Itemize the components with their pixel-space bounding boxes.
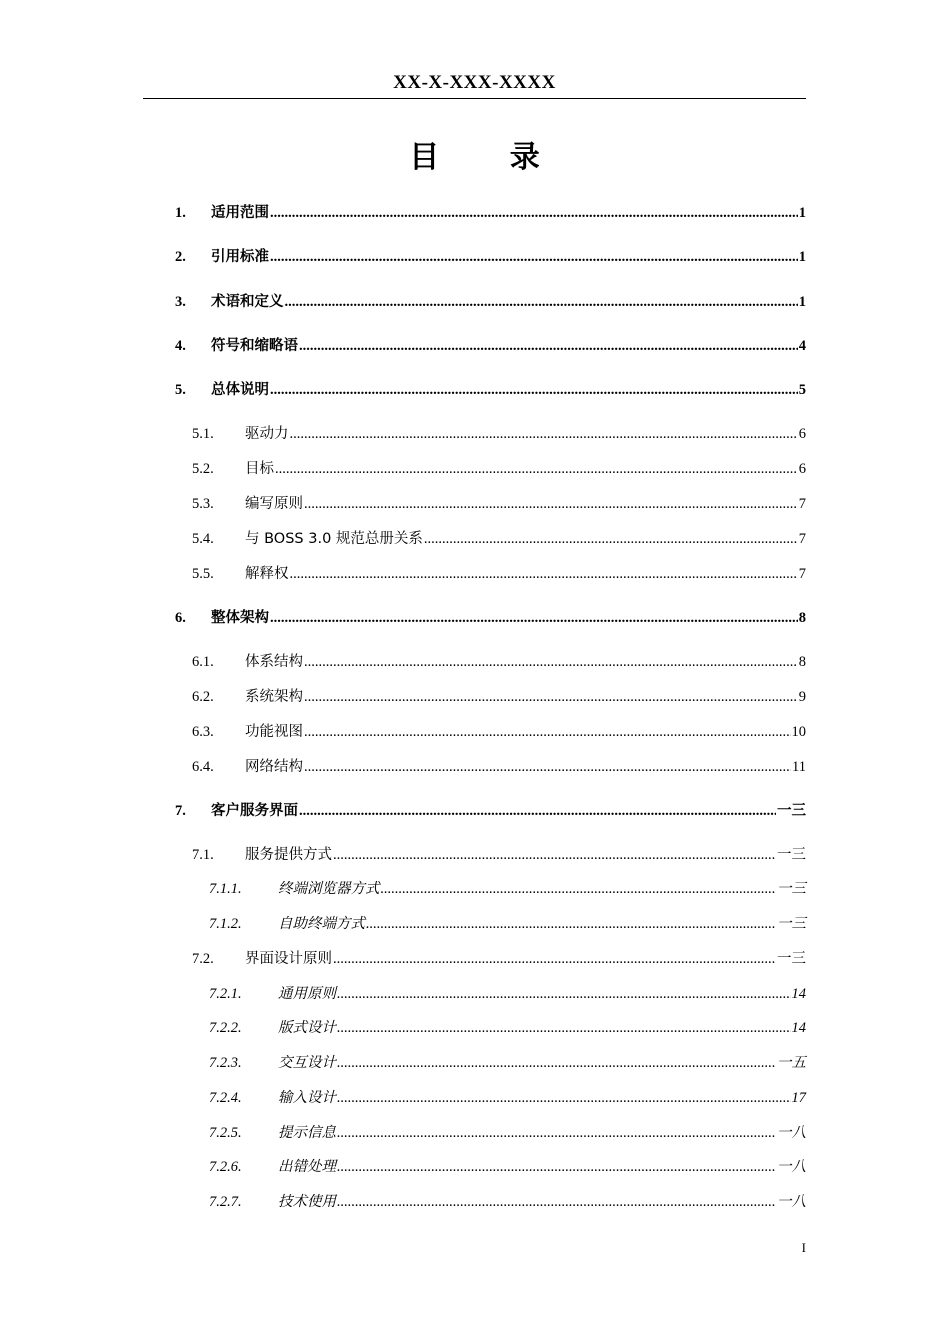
toc-entry[interactable] (192, 651, 806, 673)
toc-entry-number: 7.1.2. (209, 916, 242, 932)
toc-entry-label: 体系结构 (245, 654, 303, 670)
toc-entry-page: 一三 (777, 881, 806, 897)
toc-entry-label: 符号和缩略语 (211, 338, 298, 354)
toc-dot-leader (337, 1017, 791, 1039)
header-divider (143, 98, 806, 99)
toc-dot-leader (299, 800, 776, 822)
toc-entry[interactable] (175, 202, 806, 224)
toc-entry[interactable] (209, 878, 806, 900)
toc-entry[interactable] (175, 379, 806, 401)
toc-entry[interactable] (192, 756, 806, 778)
toc-entry-number: 6. (175, 610, 186, 626)
toc-entry-label: 服务提供方式 (245, 847, 332, 863)
toc-entry[interactable] (175, 291, 806, 313)
toc-entry-page: 8 (798, 610, 806, 626)
toc-entry[interactable] (192, 458, 806, 480)
toc-entry-label: 与 BOSS 3.0 规范总册关系 (245, 531, 423, 547)
toc-entry-page: 7 (798, 566, 806, 582)
toc-entry[interactable] (209, 1052, 806, 1074)
toc-entry-label: 交互设计 (278, 1055, 336, 1071)
toc-entry[interactable] (209, 1087, 806, 1109)
toc-entry-number: 7.2.1. (209, 986, 242, 1002)
toc-entry-page: 1 (798, 249, 806, 265)
toc-entry[interactable] (192, 493, 806, 515)
toc-dot-leader (381, 878, 777, 900)
toc-entry-number: 6.1. (192, 654, 214, 670)
footer-page-number: I (801, 1240, 806, 1255)
toc-entry-number: 7.2.7. (209, 1194, 242, 1210)
toc-entry-label: 术语和定义 (211, 294, 284, 310)
toc-dot-leader (304, 756, 791, 778)
toc-entry-number: 7.2. (192, 951, 214, 967)
toc-entry[interactable] (192, 528, 806, 550)
toc-dot-leader (304, 493, 798, 515)
toc-dot-leader (270, 246, 798, 268)
document-code-header: XX-X-XXX-XXXX (393, 72, 556, 93)
toc-entry-label: 功能视图 (245, 724, 303, 740)
toc-dot-leader (299, 335, 798, 357)
toc-entry-page: 1 (798, 205, 806, 221)
toc-dot-leader (337, 1052, 776, 1074)
toc-entry-number: 6.3. (192, 724, 214, 740)
toc-entry-page: 17 (791, 1090, 806, 1106)
toc-entry[interactable] (192, 948, 806, 970)
toc-entry-label: 目标 (245, 461, 274, 477)
toc-entry-page: 一三 (777, 916, 806, 932)
toc-entry-page: 6 (798, 426, 806, 442)
toc-entry-label: 版式设计 (278, 1020, 336, 1036)
toc-entry-number: 3. (175, 294, 186, 310)
toc-entry-number: 5.2. (192, 461, 214, 477)
toc-entry-label: 出错处理 (278, 1159, 336, 1175)
toc-entry[interactable] (192, 721, 806, 743)
toc-dot-leader (285, 291, 798, 313)
toc-dot-leader (337, 983, 791, 1005)
toc-dot-leader (304, 686, 798, 708)
toc-entry[interactable] (192, 423, 806, 445)
toc-entry[interactable] (192, 844, 806, 866)
toc-dot-leader (270, 379, 798, 401)
toc-entry-page: 11 (792, 759, 806, 775)
toc-dot-leader (366, 913, 776, 935)
toc-entry-label: 网络结构 (245, 759, 303, 775)
toc-entry-label: 提示信息 (278, 1125, 336, 1141)
toc-entry-number: 5.5. (192, 566, 214, 582)
toc-entry-label: 终端浏览器方式 (278, 881, 380, 897)
toc-entry[interactable] (192, 686, 806, 708)
toc-entry-label: 总体说明 (211, 382, 269, 398)
toc-entry-number: 7.1. (192, 847, 214, 863)
toc-entry-number: 7.2.3. (209, 1055, 242, 1071)
toc-entry-page: 5 (798, 382, 806, 398)
toc-entry-label: 整体架构 (211, 610, 269, 626)
toc-entry-page: 一三 (777, 847, 806, 863)
toc-dot-leader (290, 423, 798, 445)
toc-entry-number: 7. (175, 803, 186, 819)
toc-entry-number: 7.2.4. (209, 1090, 242, 1106)
toc-entry-label: 引用标准 (211, 249, 269, 265)
toc-dot-leader (304, 651, 798, 673)
toc-entry-label: 自助终端方式 (278, 916, 365, 932)
toc-entry-label: 界面设计原则 (245, 951, 332, 967)
toc-entry-number: 5.3. (192, 496, 214, 512)
toc-entry-label: 技术使用 (278, 1194, 336, 1210)
toc-entry-number: 7.2.5. (209, 1125, 242, 1141)
toc-entry-page: 10 (791, 724, 806, 740)
toc-dot-leader (304, 721, 791, 743)
toc-entry-page: 1 (798, 294, 806, 310)
toc-entry-page: 一八 (777, 1194, 806, 1210)
toc-entry-number: 6.4. (192, 759, 214, 775)
toc-dot-leader (275, 458, 798, 480)
toc-entry-number: 1. (175, 205, 186, 221)
toc-dot-leader (290, 563, 798, 585)
toc-entry-page: 14 (791, 1020, 806, 1036)
toc-entry-page: 6 (798, 461, 806, 477)
toc-entry[interactable] (175, 335, 806, 357)
toc-dot-leader (424, 528, 798, 550)
toc-entry-label: 适用范围 (211, 205, 269, 221)
toc-entry-number: 7.2.6. (209, 1159, 242, 1175)
toc-entry-number: 5.4. (192, 531, 214, 547)
toc-entry-page: 9 (798, 689, 806, 705)
toc-entry-number: 4. (175, 338, 186, 354)
toc-entry-number: 6.2. (192, 689, 214, 705)
toc-entry-label: 通用原则 (278, 986, 336, 1002)
toc-entry[interactable] (209, 1017, 806, 1039)
toc-entry-label: 编写原则 (245, 496, 303, 512)
toc-entry[interactable] (175, 800, 806, 822)
toc-entry-page: 一三 (777, 951, 806, 967)
toc-entry-page: 14 (791, 986, 806, 1002)
toc-dot-leader (333, 948, 776, 970)
toc-entry-label: 客户服务界面 (211, 803, 298, 819)
toc-dot-leader (270, 202, 798, 224)
toc-entry-page: 一八 (777, 1159, 806, 1175)
toc-entry-page: 一三 (777, 803, 806, 819)
toc-entry[interactable] (209, 913, 806, 935)
toc-dot-leader (270, 607, 798, 629)
toc-entry-page: 一八 (777, 1125, 806, 1141)
toc-entry[interactable] (209, 1191, 806, 1213)
toc-entry-page: 8 (798, 654, 806, 670)
toc-dot-leader (337, 1191, 776, 1213)
toc-dot-leader (337, 1156, 776, 1178)
toc-entry-page: 7 (798, 496, 806, 512)
toc-entry-page: 一五 (777, 1055, 806, 1071)
toc-entry[interactable] (209, 983, 806, 1005)
toc-entry-number: 5. (175, 382, 186, 398)
toc-entry-number: 5.1. (192, 426, 214, 442)
toc-entry[interactable] (175, 246, 806, 268)
toc-entry-page: 4 (798, 338, 806, 354)
toc-entry[interactable] (209, 1156, 806, 1178)
toc-entry-number: 2. (175, 249, 186, 265)
toc-entry-label: 解释权 (245, 566, 289, 582)
toc-dot-leader (337, 1087, 791, 1109)
toc-entry-label: 系统架构 (245, 689, 303, 705)
toc-entry[interactable] (192, 563, 806, 585)
toc-entry-label: 驱动力 (245, 426, 289, 442)
toc-entry[interactable] (175, 607, 806, 629)
toc-dot-leader (333, 844, 776, 866)
toc-entry-number: 7.1.1. (209, 881, 242, 897)
toc-dot-leader (337, 1122, 776, 1144)
toc-entry-page: 7 (798, 531, 806, 547)
toc-entry-label: 输入设计 (278, 1090, 336, 1106)
toc-entry[interactable] (209, 1122, 806, 1144)
toc-entry-number: 7.2.2. (209, 1020, 242, 1036)
toc-title: 目 录 (409, 140, 570, 175)
